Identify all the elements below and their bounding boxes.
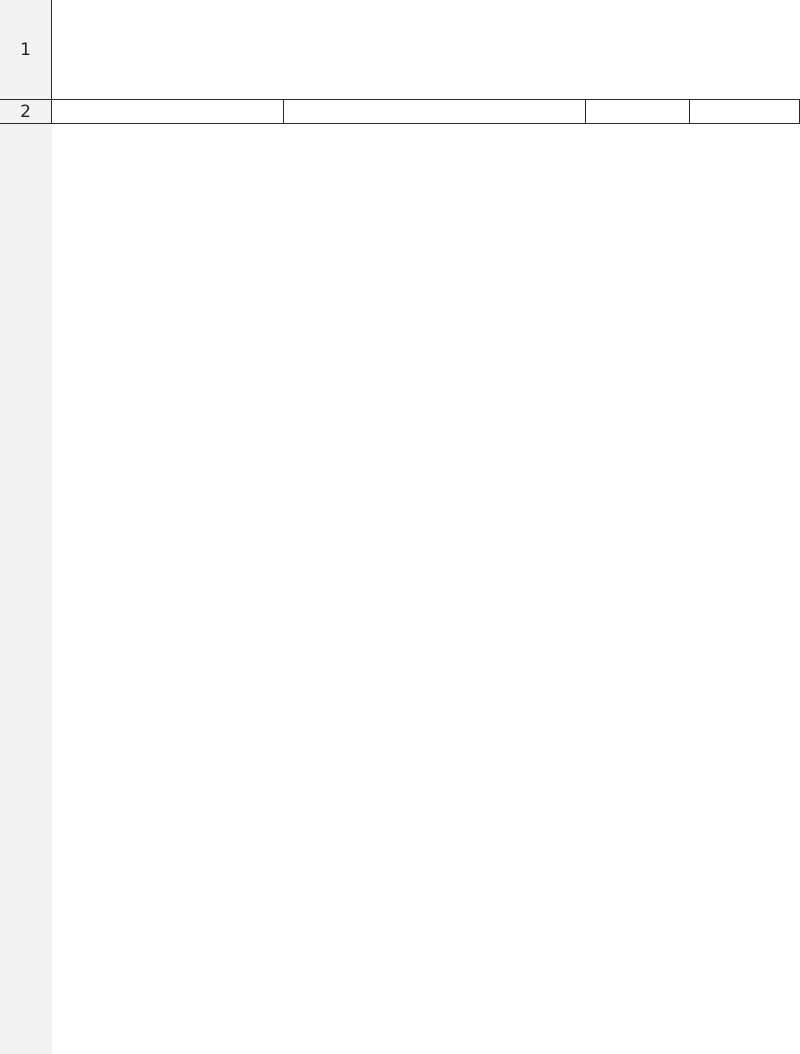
header-unit[interactable] [284,100,586,124]
header-row [0,100,800,124]
sheet-title[interactable] [52,0,800,100]
header-min-score[interactable] [586,100,690,124]
title-row [0,0,800,100]
header-max-score[interactable] [690,100,800,124]
row-number[interactable]: 2 [0,100,52,124]
row-number[interactable]: 1 [0,0,52,100]
header-org[interactable] [52,100,284,124]
row-header-column [0,0,52,1054]
